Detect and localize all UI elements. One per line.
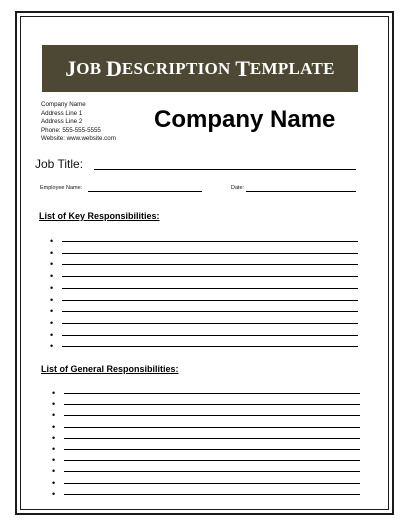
bullet-icon: •	[50, 236, 54, 246]
responsibility-line	[62, 346, 358, 347]
date-field[interactable]	[246, 191, 356, 192]
title-fragment: EMPLATE	[249, 58, 335, 78]
bullet-icon: •	[50, 294, 54, 305]
responsibility-line	[64, 494, 360, 495]
bullet-icon: •	[50, 329, 54, 340]
bullet-icon: •	[52, 410, 56, 421]
company-info-name: Company Name	[41, 101, 86, 108]
responsibility-line	[64, 460, 360, 461]
responsibility-line	[62, 241, 358, 242]
responsibility-line	[62, 253, 358, 254]
job-title-label: Job Title:	[35, 157, 84, 171]
company-info-phone: Phone: 555-555-5555	[41, 126, 101, 134]
responsibility-line	[64, 393, 360, 394]
bullet-icon: •	[50, 271, 54, 282]
title-letter: T	[235, 55, 250, 81]
bullet-icon: •	[50, 306, 54, 317]
bullet-icon: •	[52, 432, 56, 443]
responsibility-line	[64, 404, 360, 405]
responsibility-line	[64, 449, 360, 450]
employee-name-field[interactable]	[88, 191, 202, 192]
title-letter: D	[105, 55, 122, 81]
bullet-icon: •	[52, 399, 56, 410]
responsibility-line	[62, 300, 358, 301]
employee-name-label: Employee Name:	[40, 185, 83, 191]
company-name-heading: Company Name	[154, 106, 336, 133]
title-fragment: OB	[76, 58, 106, 78]
date-label: Date:	[231, 185, 245, 191]
bullet-icon: •	[52, 455, 56, 466]
bullet-icon: •	[52, 444, 56, 454]
responsibility-line	[62, 323, 358, 324]
company-info-address1: Address Line 1	[41, 109, 83, 117]
key-responsibilities-heading: List of Key Responsibilities:	[39, 211, 160, 221]
bullet-icon: •	[52, 388, 56, 398]
title-banner	[42, 45, 358, 92]
bullet-icon: •	[52, 421, 56, 432]
responsibility-line	[64, 415, 360, 416]
bullet-icon: •	[52, 466, 56, 477]
responsibility-line	[62, 288, 358, 289]
bullet-icon: •	[50, 259, 54, 270]
title-fragment: ESCRIPTION	[121, 58, 236, 78]
bullet-icon: •	[50, 317, 54, 328]
bullet-icon: •	[50, 247, 54, 258]
general-responsibilities-heading: List of General Responsibilities:	[41, 364, 179, 374]
responsibility-line	[64, 438, 360, 439]
bullet-icon: •	[52, 477, 56, 488]
company-info-website: Website: www.website.com	[41, 135, 116, 143]
title-letter: J	[65, 55, 77, 81]
company-info-address2: Address Line 2	[41, 118, 83, 126]
responsibility-line	[62, 264, 358, 265]
responsibility-line	[62, 335, 358, 336]
responsibility-line	[64, 483, 360, 484]
job-title-field[interactable]	[94, 169, 356, 170]
responsibility-line	[64, 471, 360, 472]
bullet-icon: •	[50, 282, 54, 293]
bullet-icon: •	[50, 341, 54, 352]
responsibility-line	[64, 427, 360, 428]
company-info	[41, 101, 116, 144]
responsibility-line	[62, 311, 358, 312]
responsibility-line	[62, 276, 358, 277]
bullet-icon: •	[52, 488, 56, 499]
